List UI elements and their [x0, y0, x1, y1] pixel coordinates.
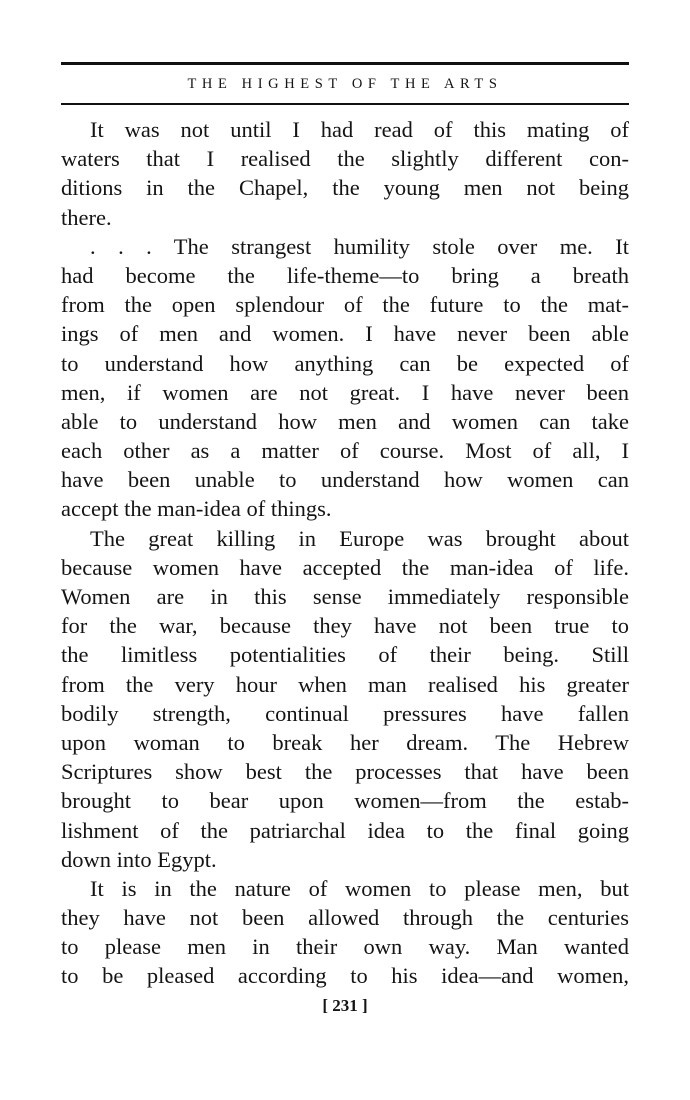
text-line: waters that I realised the slightly different con- [61, 146, 629, 172]
text-line: there. [61, 204, 112, 230]
text-line: each other as a matter of course. Most of all, I [61, 438, 629, 464]
header-rule-bottom [61, 103, 629, 105]
text-line: to be pleased according to his idea—and women, [61, 963, 629, 989]
text-line: to understand how anything can be expected of [61, 350, 629, 376]
text-line: down into Egypt. [61, 846, 217, 872]
text-line: bodily strength, continual pressures have fallen [61, 700, 629, 726]
text-line: had become the life-theme—to bring a breath [61, 262, 629, 288]
text-line: Scriptures show best the processes that have been [61, 759, 629, 785]
text-line: have been unable to understand how women can [61, 467, 629, 493]
text-line: able to understand how men and women can take [61, 408, 629, 434]
text-line: they have not been allowed through the centuries [61, 905, 629, 931]
text-line: accept the man-idea of things. [61, 496, 332, 522]
text-line: for the war, because they have not been true to [61, 613, 629, 639]
text-line: brought to bear upon women—from the estab- [61, 788, 629, 814]
text-line: . . . The strangest humility stole over me. It [90, 233, 629, 259]
page-number: [ 231 ] [322, 996, 368, 1015]
text-line: from the open splendour of the future to the mat- [61, 292, 629, 318]
text-line: lishment of the patriarchal idea to the final going [61, 817, 629, 843]
text-line: It is in the nature of women to please men, but [90, 875, 629, 901]
text-line: upon woman to break her dream. The Hebrew [61, 729, 629, 755]
text-line: ings of men and women. I have never been able [61, 321, 629, 347]
text-line: ditions in the Chapel, the young men not being [61, 175, 629, 201]
text-line: from the very hour when man realised his greater [61, 671, 629, 697]
header-rule-top [61, 62, 629, 65]
text-line: to please men in their own way. Man wanted [61, 934, 629, 960]
text-line: It was not until I had read of this mating of [90, 117, 629, 142]
text-line: the limitless potentialities of their being. Still [61, 642, 629, 668]
body-text [61, 115, 629, 991]
text-line: The great killing in Europe was brought about [90, 525, 629, 551]
text-line: men, if women are not great. I have never been [61, 379, 629, 405]
text-line: Women are in this sense immediately responsible [61, 584, 629, 609]
running-head: THE HIGHEST OF THE ARTS [187, 76, 503, 92]
text-line: because women have accepted the man-idea of life. [61, 554, 629, 580]
